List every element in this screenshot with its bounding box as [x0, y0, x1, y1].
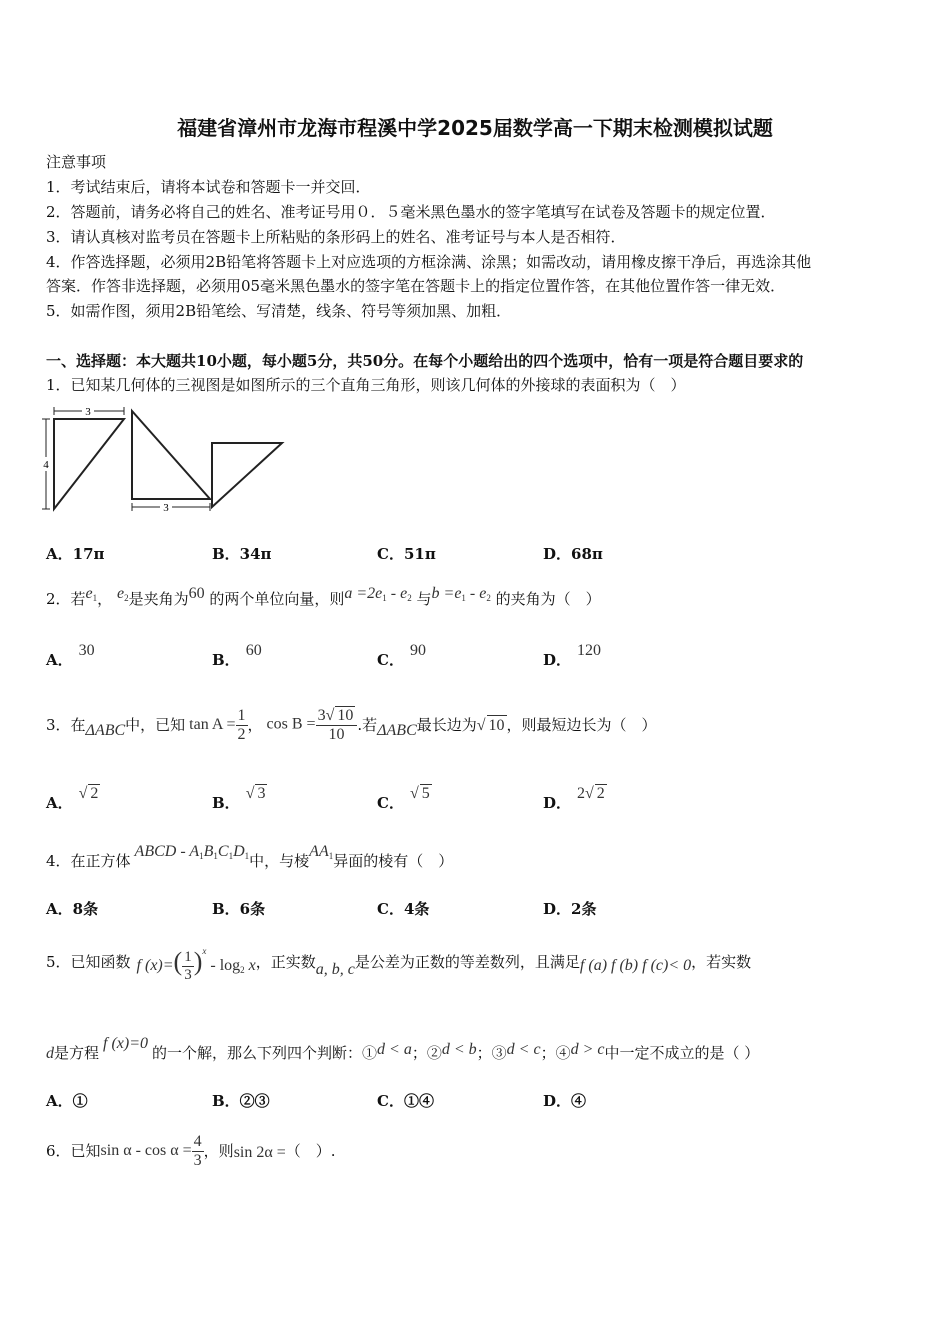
q2-e1: $e_1$ [85, 585, 98, 603]
q2-stem: 2．若$e_1$， $e_2$是夹角为60 的两个单位向量，则$a =2e_1 - e_2$ 与$b =e_1 - e_2$ 的夹角为（ ） [46, 585, 601, 608]
q4-stem: 4．在正方体ABCD - $A_1B_1C_1D_1$中，与棱$AA_1$异面的棱有（ ） [46, 843, 454, 870]
q3-cos-expr: cos B = $\frac{3√ 10}{10}$ [263, 706, 358, 743]
q4-number: 4．在正方体 [46, 852, 131, 870]
q5-function: f (x)=( $\frac{1}{3}$ )$^x - \log_2 x$ [136, 945, 256, 983]
q6-stem: 6．已知 sin α - cos α = $\frac{4}{3}$ ，则 sin 2α = （ ）. [46, 1132, 336, 1169]
q5-option-d[interactable]: D．④ [543, 1092, 587, 1110]
q1-option-d[interactable]: D．68π [543, 545, 603, 563]
notice-item-5: 5．如需作图，须用2B铅笔绘、写清楚，线条、符号等须加黑、加粗． [46, 302, 512, 320]
q1-fig-label-bottom: 3 [163, 502, 169, 514]
q5-stem-line2: d是方程f (x)=0的一个解，那么下列四个判断：①d < a；②d < b；③d < c；④d > c中一定不成立的是（ ） [46, 1035, 760, 1062]
q5-stem-line1: 5．已知函数 f (x)=( $\frac{1}{3}$ )$^x - \log_2 x$ ，正实数 a, b, c 是公差为正数的等差数列，且满足 f (a) f (b) f (c)< 0 ，若实数 [46, 936, 751, 988]
q1-stem: 1．已知某几何体的三视图是如图所示的三个直角三角形，则该几何体的外接球的表面积为（ ） [46, 376, 686, 394]
q3-triangle: ΔABC [85, 722, 126, 739]
q5-number: 5．已知函数 [46, 953, 131, 971]
q3-number: 3．在 [46, 716, 86, 734]
q2-number: 2．若 [46, 590, 86, 608]
q4-option-a[interactable]: A．8条 [46, 900, 99, 918]
q1-fig-label-top: 3 [85, 406, 91, 418]
q2-e2: $e_2$ [116, 585, 129, 603]
q1-option-a[interactable]: A．17π [46, 545, 105, 563]
q6-target: sin 2α = [233, 1144, 286, 1161]
q3-option-b[interactable]: B．√ 3 [212, 785, 266, 812]
q3-option-c[interactable]: C．√ 5 [377, 785, 430, 812]
q2-option-b[interactable]: B．60 [212, 642, 262, 669]
q4-option-d[interactable]: D．2条 [543, 900, 597, 918]
q2-angle: 60 [188, 585, 205, 602]
q5-option-a[interactable]: A．① [46, 1092, 88, 1110]
q1-option-c[interactable]: C．51π [377, 545, 436, 563]
q5-option-b[interactable]: B．②③ [212, 1092, 270, 1110]
section-heading: 一、选择题：本大题共10小题，每小题5分，共50分。在每个小题给出的四个选项中，恰有一项是符合题目要求的 [46, 352, 804, 370]
q1-option-b[interactable]: B．34π [212, 545, 272, 563]
q5-product: f (a) f (b) f (c)< 0 [579, 957, 692, 974]
q5-equation: f (x)=0 [103, 1035, 149, 1052]
q3-tan-expr: tan A = $\frac{1}{2}$ [189, 706, 246, 743]
notice-item-4: 4．作答选择题，必须用2B铅笔将答题卡上对应选项的方框涂满、涂黑；如需改动，请用橡皮擦干净后，再选涂其他 [46, 253, 812, 271]
q2-vector-b: $b =e_1 - e_2$ [431, 585, 491, 603]
q5-abc: a, b, c [315, 961, 355, 978]
notice-item-4-cont: 答案．作答非选择题，必须用05毫米黑色墨水的签字笔在答题卡上的指定位置作答，在其他位置作答一律无效． [46, 277, 786, 295]
q1-three-view-figure [40, 403, 290, 515]
q6-expr: sin α - cos α = $\frac{4}{3}$ [100, 1132, 202, 1169]
notice-heading: 注意事项 [46, 153, 107, 171]
notice-item-2: 2．答题前，请务必将自己的姓名、准考证号用０．５毫米黑色墨水的签字笔填写在试卷及答题卡的规定位置． [46, 203, 776, 221]
q4-option-c[interactable]: C．4条 [377, 900, 430, 918]
q3-longest-side: √ 10 [476, 716, 505, 734]
q4-option-b[interactable]: B．6条 [212, 900, 266, 918]
q1-fig-label-left: 4 [43, 459, 49, 471]
notice-item-3: 3．请认真核对监考员在答题卡上所粘贴的条形码上的姓名、准考证号与本人是否相符． [46, 228, 626, 246]
q4-edge: $AA_1$ [309, 843, 334, 861]
exam-title: 福建省漳州市龙海市程溪中学2025届数学高一下期末检测模拟试题 [177, 116, 773, 140]
q5-option-c[interactable]: C．①④ [377, 1092, 434, 1110]
q3-stem: 3．在 ΔABC 中，已知 tan A = $\frac{1}{2}$ ， cos B = $\frac{3√ 10}{10}$ .若 ΔABC 最长边为 √ 10 ，则最短边长为（ ） [46, 706, 657, 743]
q4-cube: ABCD - $A_1B_1C_1D_1$ [134, 843, 250, 861]
q2-option-c[interactable]: C．90 [377, 642, 426, 669]
q2-option-d[interactable]: D．120 [543, 642, 602, 669]
q6-number: 6．已知 [46, 1142, 101, 1160]
notice-item-1: 1．考试结束后，请将本试卷和答题卡一并交回． [46, 178, 371, 196]
q2-vector-a: $a =2e_1 - e_2$ [344, 585, 412, 603]
q3-option-a[interactable]: A．√ 2 [46, 785, 99, 812]
q3-option-d[interactable]: D．2√ 2 [543, 785, 605, 812]
q2-option-a[interactable]: A．30 [46, 642, 95, 669]
